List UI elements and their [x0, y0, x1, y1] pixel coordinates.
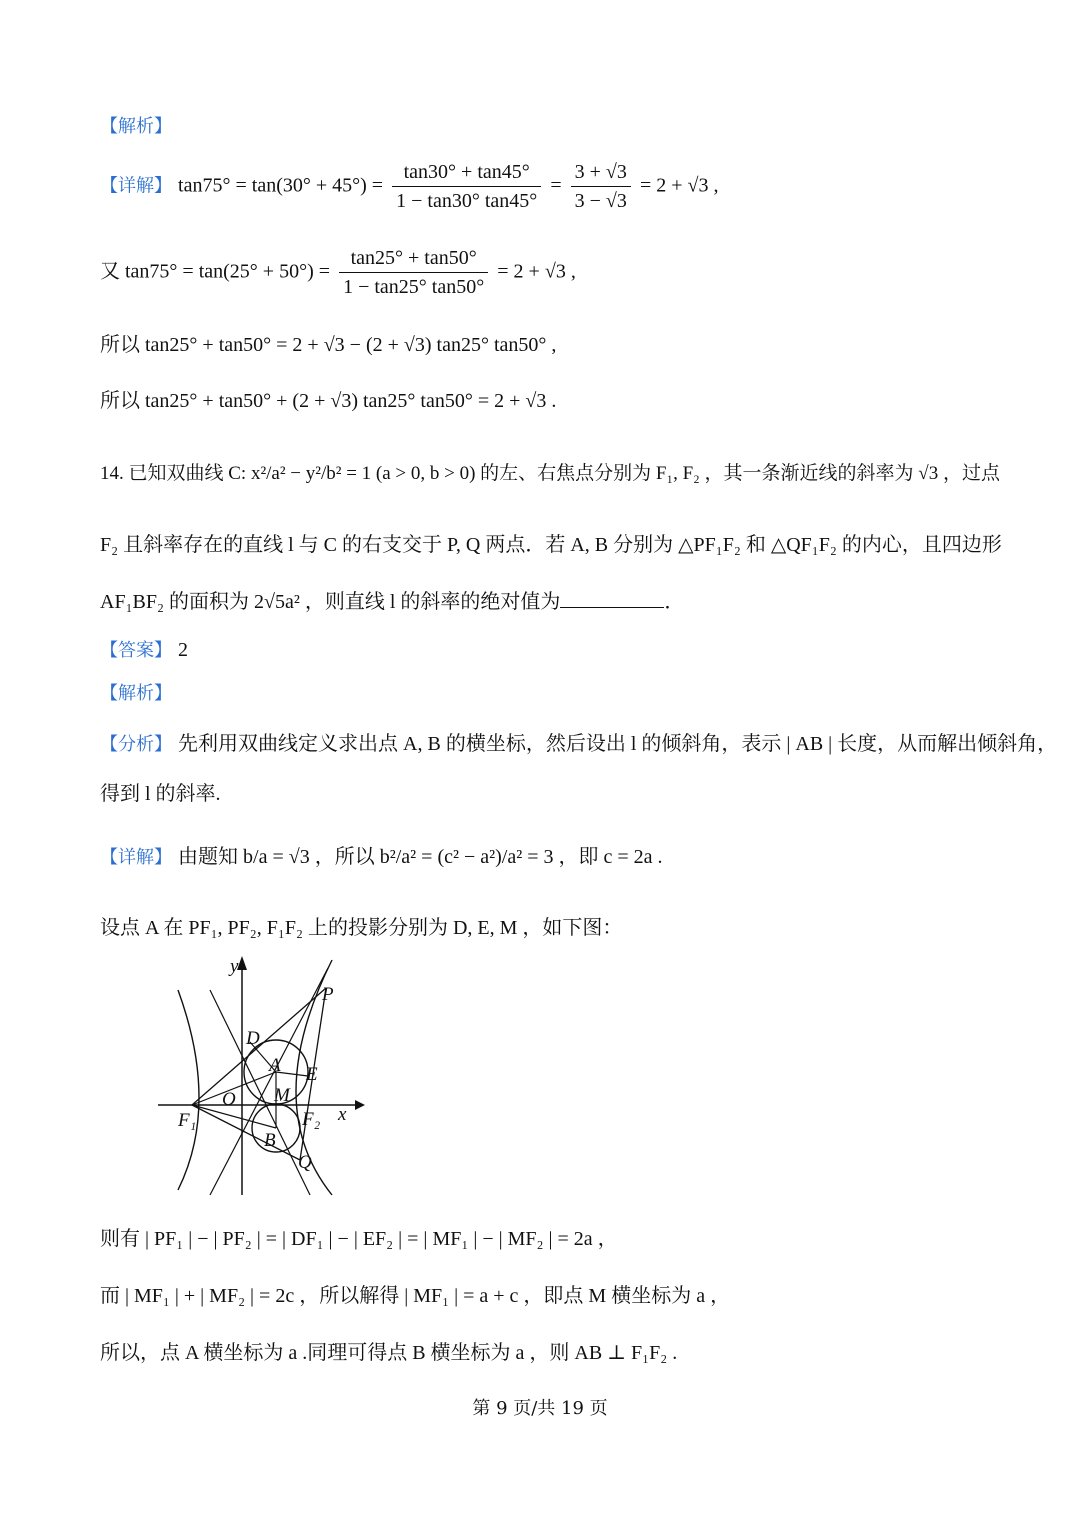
label-d: D [246, 1028, 260, 1049]
line1-denominator: 1 − tan30° tan45° [396, 190, 538, 212]
line1-end: = 2 + √3 , [639, 174, 719, 197]
label-y: y [230, 956, 239, 977]
line2-end: = 2 + √3 , [497, 260, 576, 283]
detail14-text1: 由题知 b/a = √3 ，所以 b²/a² = (c² − a²)/a² = 3 ，即 c = 2a . [178, 846, 663, 868]
answer-value: 2 [178, 639, 189, 661]
line2-denominator: 1 − tan25° tan50° [343, 276, 485, 298]
x-axis-arrow [355, 1100, 365, 1110]
detail14-line1 [100, 840, 663, 869]
line2-pre: 又 tan75° = tan(25° + 50°) = [100, 260, 331, 283]
analysis-tag-2: 【解析】 [100, 683, 172, 704]
detail14-line4: 而 | MF₁ | + | MF₂ | = 2c ，所以解得 | MF₁ | = a + c ，即点 M 横坐标为 a ， [100, 1285, 731, 1307]
page-footer: 第 9 页/共 19 页 [472, 1398, 608, 1419]
label-e: E [306, 1064, 318, 1085]
y-axis-arrow [237, 956, 247, 970]
question14-line3-text: AF₁BF₂ 的面积为 2√5a² ，则直线 l 的斜率的绝对值为 [100, 591, 561, 613]
label-b: B [264, 1130, 276, 1151]
detail14-line2: 设点 A 在 PF₁, PF₂, F₁F₂ 上的投影分别为 D, E, M ，如下图： [100, 917, 623, 939]
solution13-line4: 所以 tan25° + tan50° + (2 + √3) tan25° tan50° = 2 + √3 . [100, 390, 557, 412]
label-x: x [338, 1104, 347, 1125]
label-f1: F₁ [178, 1110, 197, 1131]
label-o: O [222, 1089, 236, 1110]
fenxi-line2: 得到 l 的斜率. [100, 783, 221, 805]
line1-fraction2 [571, 158, 631, 215]
detail-tag-1: 【详解】 [100, 175, 172, 197]
analysis-tag-1: 【解析】 [100, 116, 172, 137]
line2-numerator: tan25° + tan50° [339, 244, 488, 273]
left-branch [178, 990, 199, 1190]
question14-line2: F₂ 且斜率存在的直线 l 与 C 的右支交于 P, Q 两点．若 A, B 分别为 △PF₁F₂ 和 △QF₁F₂ 的内心，且四边形 [100, 534, 1002, 556]
question14-line3 [100, 585, 684, 614]
line2-fraction [339, 244, 488, 301]
fenxi-tag: 【分析】 [100, 734, 172, 755]
line-ae [276, 1072, 308, 1076]
label-p: P [322, 984, 334, 1005]
detail-tag-2: 【详解】 [100, 847, 172, 868]
label-q: Q [298, 1152, 312, 1173]
detail14-line3: 则有 | PF₁ | − | PF₂ | = | DF₁ | − | EF₂ | = | MF₁ | − | MF₂ | = 2a ， [100, 1228, 618, 1250]
hyperbola-figure [150, 950, 370, 1200]
question14-line1: 14. 已知双曲线 C: x²/a² − y²/b² = 1 (a > 0, b > 0) 的左、右焦点分别为 F₁, F₂ ，其一条渐近线的斜率为 √3 ，过点 [100, 463, 1000, 484]
label-m: M [274, 1085, 290, 1106]
solution13-line3: 所以 tan25° + tan50° = 2 + √3 − (2 + √3) tan25° tan50° , [100, 334, 557, 356]
fenxi-line1 [100, 727, 1057, 756]
label-f2: F₂ [302, 1109, 321, 1130]
solution13-line2 [100, 244, 576, 301]
solution13-line1: 【详解】 tan75° = tan(30° + 45°) = $\frac{\tan 30^\circ + \tan 45^\circ}{1 - \tan 30^\circ \tan 45^\circ}$ = $\frac{3 + √3}{3 - √3}$ = 2 + √3 , [100, 158, 719, 215]
line1-denominator2: 3 − √3 [574, 190, 627, 212]
line1-numerator: tan30° + tan45° [392, 158, 541, 187]
question14-line3-end: ． [664, 591, 685, 613]
fenxi-text1: 先利用双曲线定义求出点 A, B 的横坐标，然后设出 l 的倾斜角，表示 | AB | 长度，从而解出倾斜角， [178, 733, 1058, 755]
line-f1q [192, 1105, 300, 1160]
line1-lhs: tan75° = tan(30° + 45°) = [178, 174, 384, 197]
answer-tag: 【答案】 [100, 640, 172, 661]
label-a: A [269, 1055, 281, 1076]
answer-blank [560, 591, 664, 608]
line1-fraction [392, 158, 541, 215]
detail14-line5: 所以，点 A 横坐标为 a .同理可得点 B 横坐标为 a ，则 AB ⊥ F₁F₂ . [100, 1342, 678, 1364]
line1-numerator2: 3 + √3 [571, 158, 631, 187]
answer-line [100, 636, 188, 662]
